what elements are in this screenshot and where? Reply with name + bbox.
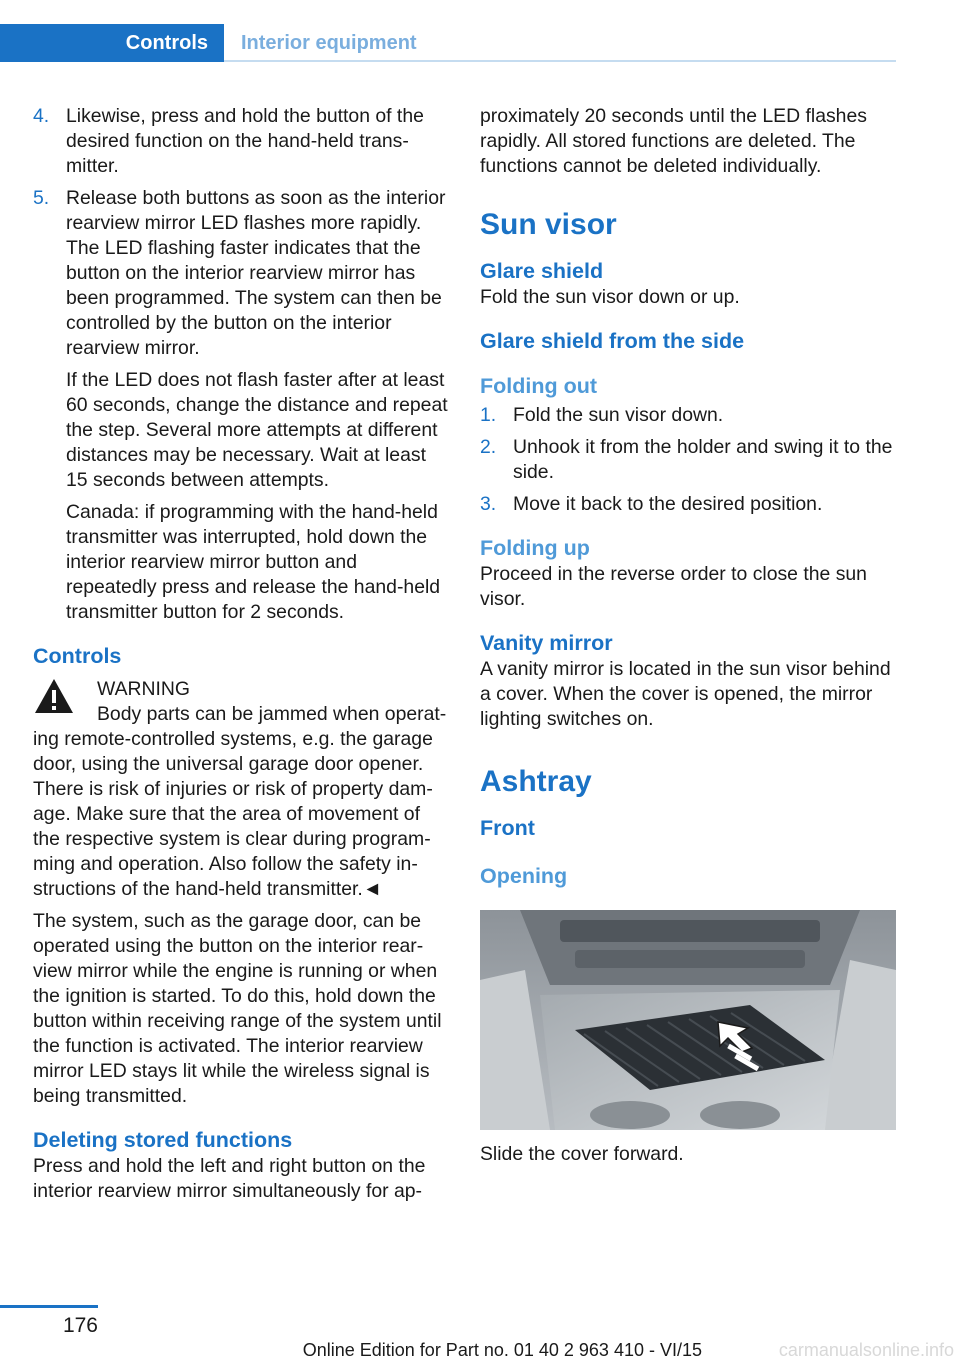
ashtray-heading: Ashtray — [480, 765, 592, 798]
step-text: Likewise, press and hold the button of the desired function on the hand-held transmitter. — [66, 105, 424, 177]
folding-step-1 — [480, 403, 896, 428]
sun-visor-heading: Sun visor — [480, 208, 617, 241]
edition-text: Online Edition for Part no. 01 40 2 963 410 - VI/15 — [302, 1340, 702, 1360]
glare-shield-heading: Glare shield — [480, 259, 604, 283]
vanity-mirror-paragraph: A vanity mirror is located in the sun visor behind a cover. When the cover is opened, the mirror lighting switches on. — [480, 658, 891, 730]
ashtray-cover-illustration — [480, 910, 896, 1130]
step-number: 5. — [33, 187, 50, 209]
folding-step-2 — [480, 435, 896, 485]
front-heading: Front — [480, 816, 535, 840]
step-4 — [33, 104, 449, 179]
deleting-paragraph: Press and hold the left and right button on the interior rearview mirror simultaneously for ap- — [33, 1155, 426, 1202]
header-rule — [224, 60, 896, 62]
step-5 — [33, 186, 449, 625]
opening-heading: Opening — [480, 864, 568, 888]
warning-title: WARNING — [97, 678, 190, 700]
glare-side-heading: Glare shield from the side — [480, 329, 745, 353]
step-number: 1. — [480, 404, 497, 426]
step-note-canada: Canada: if programming with the hand-held transmitter was interrupted, hold down the interior rearview mirror button and repeatedly press and release the hand-held transmitter button for 2 seconds. — [66, 501, 441, 623]
watermark: carmanualsonline.info — [778, 1340, 954, 1360]
deleting-heading: Deleting stored functions — [33, 1128, 293, 1152]
warning-block — [33, 677, 449, 902]
figure-caption: Slide the cover forward. — [480, 1143, 684, 1165]
step-number: 3. — [480, 493, 497, 515]
system-paragraph: The system, such as the garage door, can be operated using the button on the interior rearview mirror while the engine is running or when the ignition is started. To do this, hold down the button within receiving range of the system until the function is activated. The interior rearview mirror LED stays lit while the wireless signal is being transmitted. — [33, 910, 442, 1107]
step-number: 2. — [480, 436, 497, 458]
right-column — [480, 104, 896, 1174]
controls-heading: Controls — [33, 644, 122, 668]
footer-rule — [0, 1305, 98, 1308]
folding-out-heading: Folding out — [480, 374, 598, 398]
warning-text-first: Body parts can be jammed when operat- — [97, 703, 447, 725]
step-text: Move it back to the desired position. — [513, 493, 823, 515]
step-note: If the LED does not flash faster after at least 60 seconds, change the distance and repeat the step. Several more attempts at different distances may be necessary. Wait at least 15 seconds between attempts. — [66, 369, 448, 491]
step-text: Unhook it from the holder and swing it to the side. — [513, 436, 893, 483]
vanity-mirror-heading: Vanity mirror — [480, 631, 613, 655]
glare-shield-paragraph: Fold the sun visor down or up. — [480, 286, 740, 308]
warning-text: ing remote-controlled systems, e.g. the garage door, using the universal garage door opener. There is risk of injuries or risk of property damage. Make sure that the area of movement of the respective system is clear during programming and operation. Also follow the safety instructions of the hand-held transmitter.◄ — [33, 728, 433, 900]
section-tab: Interior equipment — [241, 32, 417, 54]
left-column — [33, 104, 449, 1211]
folding-up-paragraph: Proceed in the reverse order to close the sun visor. — [480, 563, 867, 610]
folding-up-heading: Folding up — [480, 536, 590, 560]
page-number: 176 — [62, 1314, 98, 1337]
chapter-tab: Controls — [0, 24, 224, 62]
step-text: Release both buttons as soon as the interior rearview mirror LED flashes more rapidly. The LED flashing faster indicates that the button on the interior rearview mirror has been programmed. The system can then be controlled by the button on the interior rearview mirror. — [66, 187, 446, 359]
folding-step-3 — [480, 492, 896, 517]
step-text: Fold the sun visor down. — [513, 404, 724, 426]
step-number: 4. — [33, 105, 50, 127]
page-header — [0, 24, 896, 62]
warning-triangle-icon — [33, 677, 75, 715]
continued-paragraph: proximately 20 seconds until the LED flashes rapidly. All stored functions are deleted. The functions cannot be deleted individually. — [480, 105, 867, 177]
